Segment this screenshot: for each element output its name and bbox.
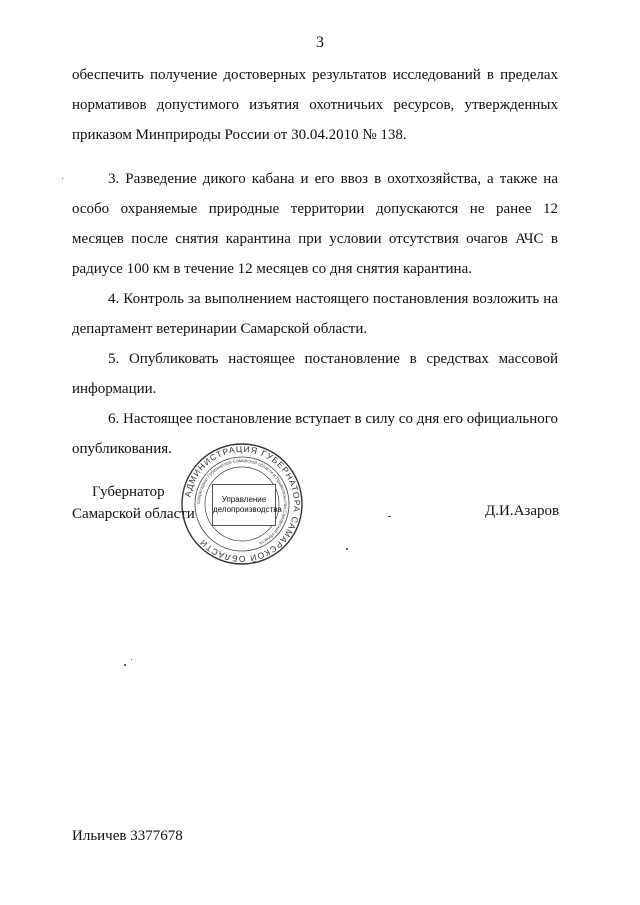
scan-speck	[124, 664, 126, 666]
document-footer-executor: Ильичев 3377678	[72, 828, 183, 844]
page-number: 3	[316, 34, 324, 51]
scan-speck	[62, 178, 63, 179]
stamp-center-line1: Управление	[221, 495, 267, 504]
stamp-inner-ring-text: Секретариат Губернатора Самарской области и Правительства Самарской области	[195, 457, 289, 547]
paragraph-item-5: 5. Опубликовать настоящее постановление в средствах массовой информации.	[72, 351, 558, 397]
paragraph-continuation: обеспечить получение достоверных результатов исследований в пределах нормативов допустимого изъятия охотничьих ресурсов, утвержденных приказом Минприроды России от 30.04.2010 № 138.	[72, 67, 558, 143]
document-body	[72, 60, 558, 464]
signatory-title	[72, 481, 195, 525]
scan-speck	[388, 516, 391, 517]
signatory-title-line2: Самарской области	[72, 506, 195, 522]
scan-speck	[131, 659, 132, 660]
stamp-outer-text: АДМИНИСТРАЦИЯ ГУБЕРНАТОРА САМАРСКОЙ ОБЛАСТИ	[182, 443, 303, 565]
signatory-title-line1: Губернатор	[92, 484, 165, 500]
scan-speck	[346, 548, 348, 550]
stamp-center-box	[212, 484, 282, 526]
stamp-center-line2: делопроизводства	[213, 505, 282, 514]
paragraph-item-4: 4. Контроль за выполнением настоящего постановления возложить на департамент ветеринарии Самарской области.	[72, 291, 558, 337]
paragraph-item-6: 6. Настоящее постановление вступает в силу со дня его официального опубликования.	[72, 411, 558, 457]
signatory-name: Д.И.Азаров	[485, 503, 560, 519]
paragraph-item-3: 3. Разведение дикого кабана и его ввоз в охотхозяйства, а также на особо охраняемые природные территории допускаются не ранее 12 месяцев после снятия карантина при условии отсутствия очагов АЧС в радиусе 100 км в течение 12 месяцев со дня снятия карантина.	[72, 171, 558, 277]
